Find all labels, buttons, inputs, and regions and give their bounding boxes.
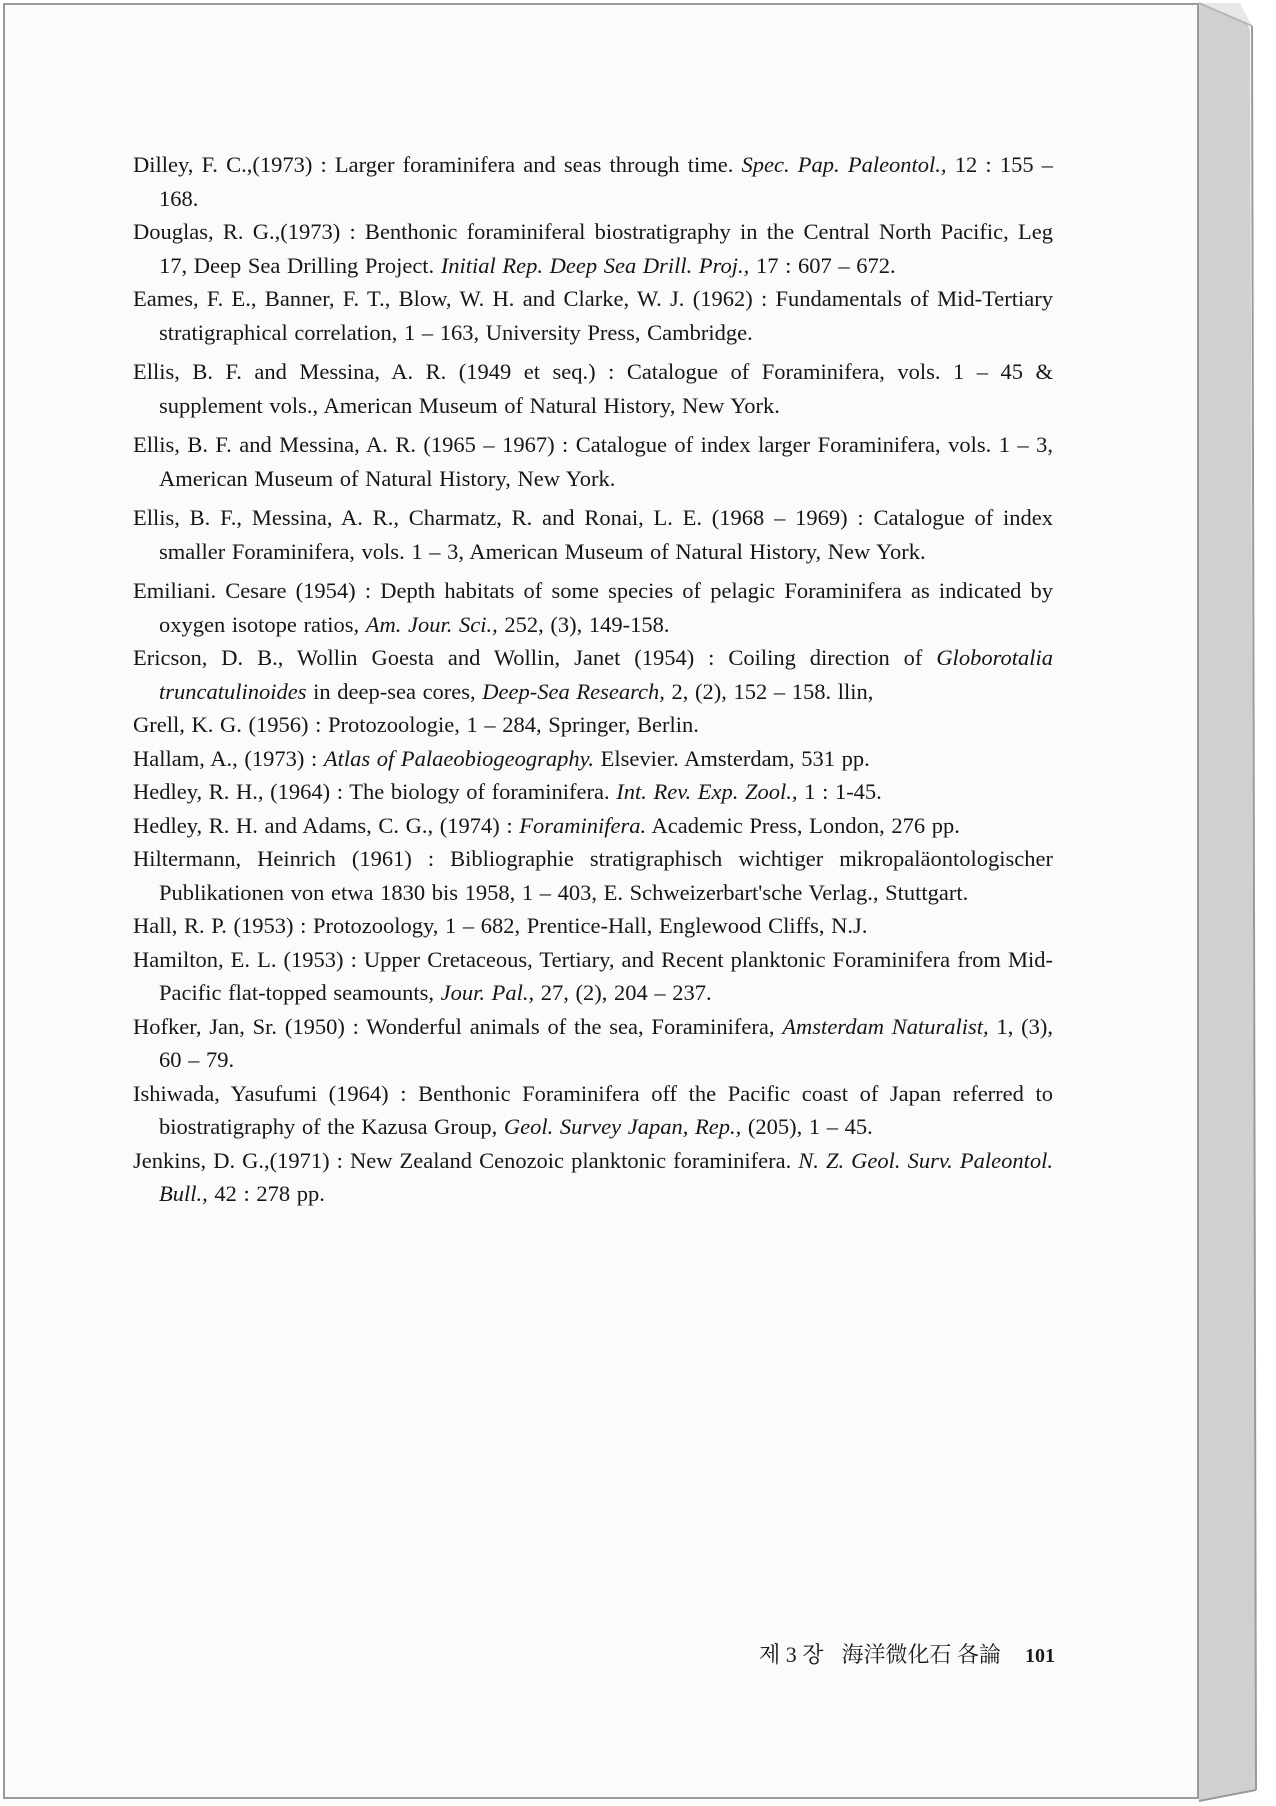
- reference-entry: [133, 943, 1053, 1010]
- reference-text: Academic Press, London, 276 pp.: [646, 812, 960, 838]
- chapter-label: 제 3 장: [758, 1642, 824, 1667]
- reference-text: Hamilton, E. L. (1953) : Upper Cretaceous, Tertiary, and Recent planktonic Foraminifera from Mid-Pacific flat-topped seamounts,: [133, 946, 1053, 1005]
- reference-source-title: Am. Jour. Sci.,: [365, 611, 498, 637]
- reference-text: Grell, K. G. (1956) : Protozoologie, 1 – 284, Springer, Berlin.: [133, 712, 699, 737]
- reference-text: Ellis, B. F. and Messina, A. R. (1949 et seq.) : Catalogue of Foraminifera, vols. 1 – 45 & supplement vols., American Museum of Natural History, New York.: [133, 359, 1053, 418]
- reference-source-title: Int. Rev. Exp. Zool.,: [616, 779, 798, 804]
- reference-text: Ellis, B. F., Messina, A. R., Charmatz, R. and Ronai, L. E. (1968 – 1969) : Catalogue of index smaller Foraminifera, vols. 1 – 3, American Museum of Natural History, New York.: [133, 505, 1053, 564]
- page-footer: [700, 1638, 1055, 1669]
- reference-entry: [133, 742, 1053, 776]
- page-number: 101: [1025, 1645, 1055, 1667]
- reference-text: Hall, R. P. (1953) : Protozoology, 1 – 682, Prentice-Hall, Englewood Cliffs, N.J.: [133, 913, 868, 938]
- reference-text: 1 : 1-45.: [797, 779, 882, 804]
- reference-source-title: Amsterdam Naturalist,: [782, 1013, 989, 1039]
- reference-entry: [133, 842, 1053, 909]
- reference-text: 17 : 607 – 672.: [749, 252, 896, 278]
- reference-entry: [133, 1077, 1053, 1144]
- reference-text: Ishiwada, Yasufumi (1964) : Benthonic Foraminifera off the Pacific coast of Japan referred to biostratigraphy of the Kazusa Group,: [133, 1080, 1053, 1139]
- reference-text: Emiliani. Cesare (1954) : Depth habitats of some species of pelagic Foraminifera as indicated by oxygen isotope ratios,: [133, 578, 1053, 637]
- reference-text: 42 : 278 pp.: [207, 1181, 325, 1206]
- reference-source-title: Deep-Sea Research,: [482, 678, 665, 704]
- chapter-title: 海洋微化石 各論: [841, 1642, 1001, 1667]
- reference-source-title: Globorotalia truncatulinoides: [159, 645, 1053, 704]
- reference-entry: [133, 148, 1053, 215]
- reference-list: [133, 148, 1053, 1211]
- reference-text: Dilley, F. C.,(1973) : Larger foraminifera and seas through time.: [133, 152, 742, 177]
- reference-text: 1, (3), 60 – 79.: [159, 1013, 1053, 1072]
- reference-entry: [133, 1010, 1053, 1077]
- reference-text: Eames, F. E., Banner, F. T., Blow, W. H. and Clarke, W. J. (1962) : Fundamentals of Mid-Tertiary stratigraphical correlation, 1 – 163, University Press, Cambridge.: [133, 286, 1053, 345]
- reference-entry: [133, 215, 1053, 282]
- reference-text: (205), 1 – 45.: [741, 1114, 873, 1139]
- reference-source-title: Spec. Pap. Paleontol.,: [741, 152, 947, 177]
- reference-entry: [133, 775, 1053, 809]
- reference-entry: [133, 1144, 1053, 1211]
- reference-text: 27, (2), 204 – 237.: [534, 980, 712, 1005]
- reference-text: Elsevier. Amsterdam, 531 pp.: [593, 745, 870, 771]
- reference-entry: [133, 708, 1053, 742]
- reference-text: Hofker, Jan, Sr. (1950) : Wonderful animals of the sea, Foraminifera,: [133, 1013, 783, 1039]
- reference-text: Hiltermann, Heinrich (1961) : Bibliographie stratigraphisch wichtiger mikropaläontologischer Publikationen von etwa 1830 bis 1958, 1 – 403, E. Schweizerbart'sche Verlag., Stuttgart.: [133, 846, 1053, 905]
- reference-source-title: Jour. Pal.,: [440, 980, 535, 1005]
- reference-text: Hallam, A., (1973) :: [133, 745, 324, 771]
- reference-text: Douglas, R. G.,(1973) : Benthonic foraminiferal biostratigraphy in the Central North Pacific, Leg 17, Deep Sea Drilling Project.: [133, 219, 1053, 278]
- reference-text: 252, (3), 149-158.: [497, 611, 670, 637]
- reference-entry: [133, 809, 1053, 843]
- reference-text: in deep-sea cores,: [306, 678, 483, 704]
- reference-text: 12 : 155 – 168.: [159, 152, 1053, 211]
- reference-text: 2, (2), 152 – 158. llin,: [664, 678, 874, 704]
- reference-entry: [133, 428, 1053, 495]
- reference-entry: [133, 909, 1053, 943]
- reference-entry: [133, 641, 1053, 708]
- reference-text: Ericson, D. B., Wollin Goesta and Wollin, Janet (1954) : Coiling direction of: [133, 645, 937, 670]
- reference-entry: [133, 355, 1053, 422]
- reference-text: Ellis, B. F. and Messina, A. R. (1965 – 1967) : Catalogue of index larger Foraminifera, vols. 1 – 3, American Museum of Natural History, New York.: [133, 432, 1053, 491]
- reference-source-title: Initial Rep. Deep Sea Drill. Proj.,: [440, 252, 750, 278]
- reference-source-title: Foraminifera.: [519, 812, 647, 838]
- reference-entry: [133, 282, 1053, 349]
- reference-entry: [133, 501, 1053, 568]
- reference-source-title: Atlas of Palaeobiogeography.: [323, 745, 594, 771]
- reference-text: Hedley, R. H., (1964) : The biology of foraminifera.: [133, 779, 617, 804]
- reference-source-title: N. Z. Geol. Surv. Paleontol. Bull.,: [159, 1147, 1053, 1206]
- reference-text: Hedley, R. H. and Adams, C. G., (1974) :: [133, 812, 520, 838]
- reference-entry: [133, 574, 1053, 641]
- reference-source-title: Geol. Survey Japan, Rep.,: [503, 1114, 742, 1139]
- reference-text: Jenkins, D. G.,(1971) : New Zealand Cenozoic planktonic foraminifera.: [133, 1147, 799, 1173]
